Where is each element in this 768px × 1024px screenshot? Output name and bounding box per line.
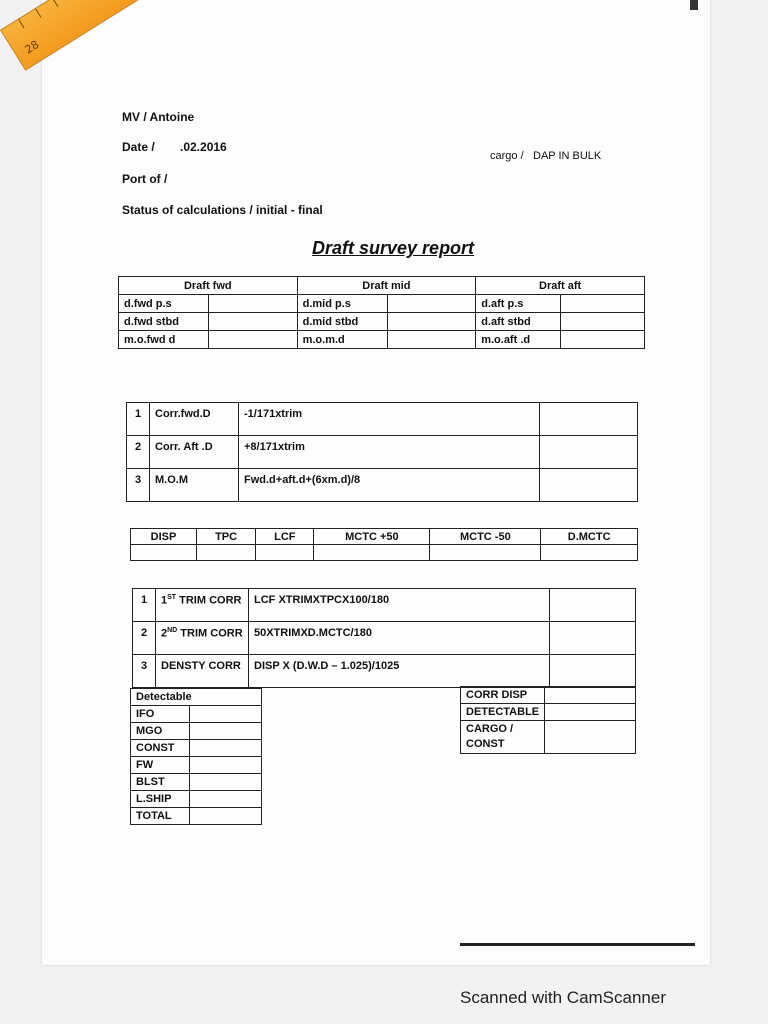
table-row: [461, 687, 636, 704]
corrections-table: [126, 402, 638, 502]
row-number: 3: [133, 655, 156, 688]
summary-table: [460, 686, 636, 754]
draft-cell: d.fwd p.s: [119, 295, 209, 313]
correction-label: Corr. Aft .D: [150, 436, 239, 469]
ruler-number: 28: [22, 37, 42, 57]
calc-status: Status of calculations / initial - final: [122, 203, 323, 217]
trim-label: DENSTY CORR: [156, 655, 249, 688]
deductible-label: FW: [131, 757, 190, 774]
row-number: 3: [127, 469, 150, 502]
date-value: .02.2016: [180, 140, 227, 154]
ruler-image: [22, 0, 230, 120]
table-row: [131, 757, 262, 774]
dmctc-header: D.MCTC: [541, 529, 638, 545]
draft-fwd-header: Draft fwd: [119, 277, 298, 295]
deductible-label: Detectable: [131, 689, 262, 706]
deductible-label: MGO: [131, 723, 190, 740]
table-row: [131, 740, 262, 757]
mctc-minus-header: MCTC -50: [430, 529, 541, 545]
deductible-label: IFO: [131, 706, 190, 723]
table-row: [131, 774, 262, 791]
camscanner-footer: Scanned with CamScanner: [460, 988, 667, 1007]
table-row: [131, 689, 262, 706]
report-title: Draft survey report: [312, 238, 475, 258]
draft-cell: m.o.m.d: [297, 331, 387, 349]
draft-cell: d.mid stbd: [297, 313, 387, 331]
correction-formula: -1/171xtrim: [239, 403, 540, 436]
draft-mid-header: Draft mid: [297, 277, 476, 295]
draft-aft-header: Draft aft: [476, 277, 645, 295]
draft-cell: m.o.aft .d: [476, 331, 561, 349]
table-row: [461, 721, 636, 754]
deductible-label: BLST: [131, 774, 190, 791]
deductible-label: TOTAL: [131, 808, 190, 825]
trim-formula: 50XTRIMXD.MCTC/180: [249, 622, 550, 655]
row-number: 2: [127, 436, 150, 469]
trim-label: 2ND TRIM CORR: [156, 622, 249, 655]
row-number: 1: [127, 403, 150, 436]
port-label: Port of /: [122, 172, 168, 186]
table-row: [127, 403, 638, 436]
table-row: [133, 622, 636, 655]
tpc-header: TPC: [196, 529, 255, 545]
draft-cell: d.fwd stbd: [119, 313, 209, 331]
table-row: [461, 704, 636, 721]
draft-cell: m.o.fwd d: [119, 331, 209, 349]
draft-cell: d.aft stbd: [476, 313, 561, 331]
draft-table: [118, 276, 645, 349]
page-edge-mark: [690, 0, 698, 10]
mctc-plus-header: MCTC +50: [314, 529, 430, 545]
draft-cell: d.aft p.s: [476, 295, 561, 313]
cargo-value: DAP IN BULK: [533, 150, 602, 162]
row-number: 1: [133, 589, 156, 622]
correction-formula: Fwd.d+aft.d+(6xm.d)/8: [239, 469, 540, 502]
table-row: [119, 313, 645, 331]
table-row: [131, 545, 638, 561]
table-row: [127, 436, 638, 469]
vessel-name: MV / Antoine: [122, 110, 195, 124]
trim-formula: DISP X (D.W.D – 1.025)/1025: [249, 655, 550, 688]
date-label: Date /: [122, 140, 155, 154]
table-row: [133, 655, 636, 688]
bottom-rule: [460, 943, 695, 946]
table-row: [131, 706, 262, 723]
summary-label: CARGO / CONST: [461, 721, 545, 754]
table-row: [119, 295, 645, 313]
deductible-label: L.SHIP: [131, 791, 190, 808]
correction-formula: +8/171xtrim: [239, 436, 540, 469]
correction-label: Corr.fwd.D: [150, 403, 239, 436]
draft-cell: d.mid p.s: [297, 295, 387, 313]
table-row: [131, 723, 262, 740]
table-row: [119, 331, 645, 349]
disp-header: DISP: [131, 529, 197, 545]
table-row: [131, 791, 262, 808]
deductibles-table: [130, 688, 262, 825]
summary-label: DETECTABLE: [461, 704, 545, 721]
correction-label: M.O.M: [150, 469, 239, 502]
table-row: [127, 469, 638, 502]
hydrostatics-table: [130, 528, 638, 561]
lcf-header: LCF: [256, 529, 314, 545]
summary-label: CORR DISP: [461, 687, 545, 704]
cargo-label: cargo /: [490, 150, 524, 162]
trim-label: 1ST TRIM CORR: [156, 589, 249, 622]
table-row: [133, 589, 636, 622]
trim-formula: LCF XTRIMXTPCX100/180: [249, 589, 550, 622]
deductible-label: CONST: [131, 740, 190, 757]
row-number: 2: [133, 622, 156, 655]
table-row: [131, 808, 262, 825]
trim-corrections-table: [132, 588, 636, 688]
